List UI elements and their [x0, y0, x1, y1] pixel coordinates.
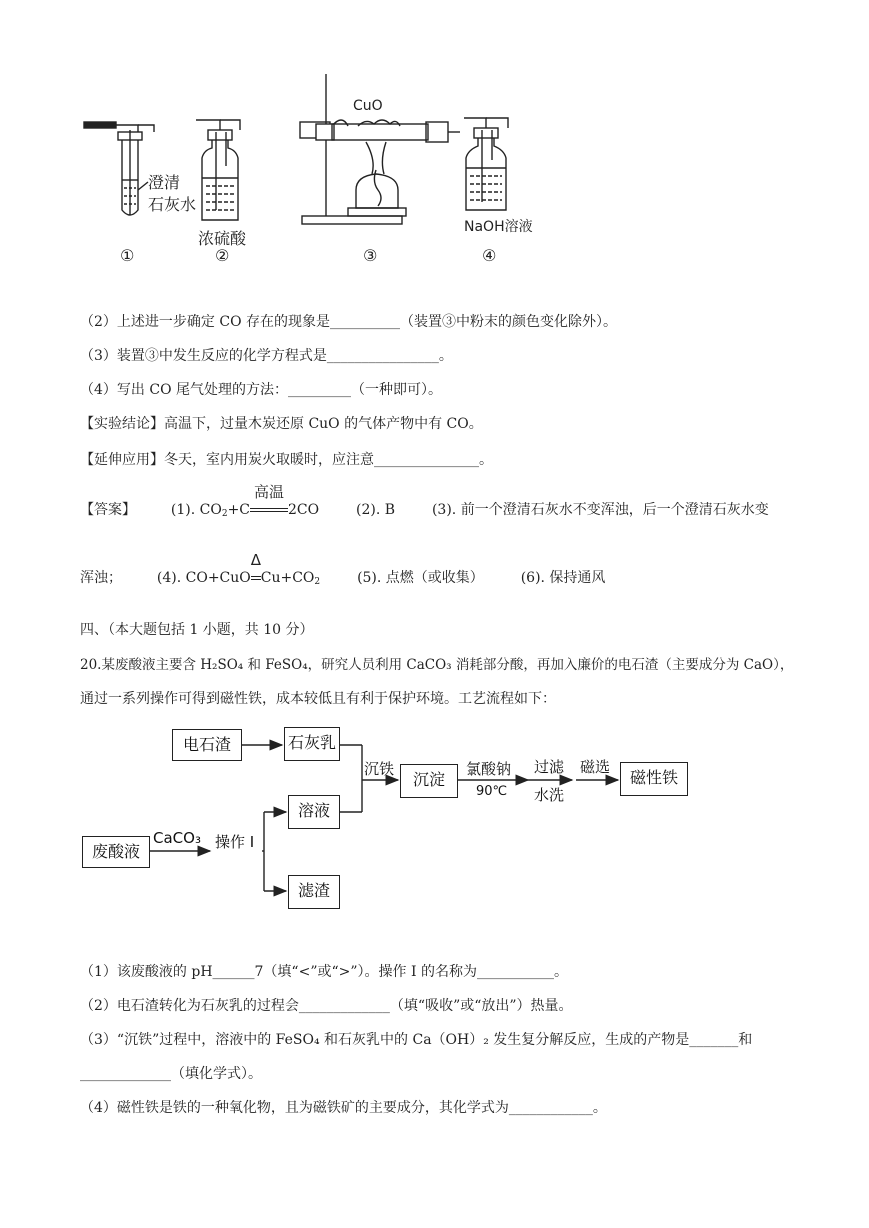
box-magnetic-iron: 磁性铁 — [620, 762, 688, 796]
sub-question-4: （4）磁性铁是铁的一种氧化物，且为磁铁矿的主要成分，其化学式为____________。 — [80, 1100, 607, 1116]
label-sink-iron: 沉铁 — [364, 760, 395, 778]
label-temperature: 90℃ — [476, 784, 508, 799]
label-caco3: CaCO₃ — [153, 829, 201, 847]
conc-acid-label: 浓硫酸 — [198, 229, 247, 248]
answer-4-prefix: (4). CO+CuO — [156, 570, 251, 586]
cuo-label: CuO — [353, 98, 383, 114]
apparatus-number-1: ① — [120, 246, 135, 265]
answer-1-mid: +C — [227, 502, 251, 518]
answer-1-condition: 高温 — [254, 483, 285, 501]
box-solution: 溶液 — [288, 795, 340, 829]
answer-4-condition: Δ — [250, 551, 262, 569]
box-lime-milk: 石灰乳 — [284, 727, 340, 761]
answer-1-product: 2CO — [288, 502, 320, 518]
limewater-label-2: 石灰水 — [148, 195, 197, 214]
conclusion-tag: 【实验结论】 — [80, 416, 164, 432]
label-magnetic-separation: 磁选 — [580, 758, 611, 776]
sub-question-2: （2）电石渣转化为石灰乳的过程会_____________（填“吸收”或“放出”）热量。 — [80, 998, 573, 1014]
section-4-title: 四、（本大题包括 1 小题，共 10 分） — [80, 622, 314, 638]
apparatus-number-2: ② — [215, 246, 230, 265]
answer-2: (2). B — [356, 502, 396, 518]
answer-3-line-1: (3). 前一个澄清石灰水不变浑浊，后一个澄清石灰水变 — [431, 502, 769, 518]
sub-question-3-line-1: （3）“沉铁”过程中，溶液中的 FeSO₄ 和石灰乳中的 Ca（OH）₂ 发生复分解反应，生成的产物是_______和 — [80, 1032, 753, 1048]
sub-question-3-line-2: _____________（填化学式）。 — [80, 1066, 262, 1082]
answer-1-prefix: (1). CO — [170, 502, 222, 518]
extension-tag: 【延伸应用】 — [80, 452, 164, 468]
question-20-line-1: 20.某废酸液主要含 H₂SO₄ 和 FeSO₄，研究人员利用 CaCO₃ 消耗部分酸，再加入廉价的电石渣（主要成分为 CaO）， — [80, 657, 794, 673]
answer-6: (6). 保持通风 — [520, 570, 606, 586]
question-4: （4）写出 CO 尾气处理的方法：_________（一种即可）。 — [80, 382, 442, 398]
label-filter: 过滤 — [534, 758, 565, 776]
question-20-line-2: 通过一系列操作可得到磁性铁，成本较低且有利于保护环境。工艺流程如下： — [80, 691, 556, 707]
answer-4-product: Cu+CO — [260, 570, 315, 586]
label-wash: 水洗 — [534, 786, 565, 804]
apparatus-number-4: ④ — [482, 246, 497, 265]
limewater-label-1: 澄清 — [148, 173, 181, 192]
conclusion-text: 高温下，过量木炭还原 CuO 的气体产物中有 CO。 — [164, 416, 483, 432]
question-2: （2）上述进一步确定 CO 存在的现象是__________（装置③中粉末的颜色变化除外）。 — [80, 314, 617, 330]
box-precipitate: 沉淀 — [400, 764, 458, 798]
answer-line-2: 浑浊； (4). CO+CuO Δ $Cu+CO_2$ (5). 点燃（或收集） (6). 保持通风 — [80, 551, 606, 587]
answer-5: (5). 点燃（或收集） — [357, 570, 484, 586]
apparatus-number-3: ③ — [363, 246, 378, 265]
answer-line-1: 【答案】 (1). $CO_2+C$ 高温 2CO (2). B (3). 前一个澄清石灰水不变浑浊，后一个澄清石灰水变 — [80, 483, 769, 519]
answer-tag: 【答案】 — [80, 502, 136, 518]
label-sodium-chlorate: 氯酸钠 — [466, 760, 512, 778]
box-carbide-slag: 电石渣 — [172, 729, 242, 761]
question-3: （3）装置③中发生反应的化学方程式是________________。 — [80, 348, 453, 364]
answer-3-line-2: 浑浊； — [80, 570, 122, 586]
extension-text: 冬天，室内用炭火取暖时，应注意_______________。 — [164, 452, 493, 468]
box-waste-acid: 废酸液 — [82, 836, 150, 868]
label-operation-1: 操作 I — [215, 833, 255, 851]
sub-question-1: （1）该废酸液的 pH______7（填“<”或“>”）。操作 I 的名称为___________。 — [80, 964, 568, 980]
box-filter-residue: 滤渣 — [288, 875, 340, 909]
naoh-label: NaOH溶液 — [464, 219, 533, 235]
